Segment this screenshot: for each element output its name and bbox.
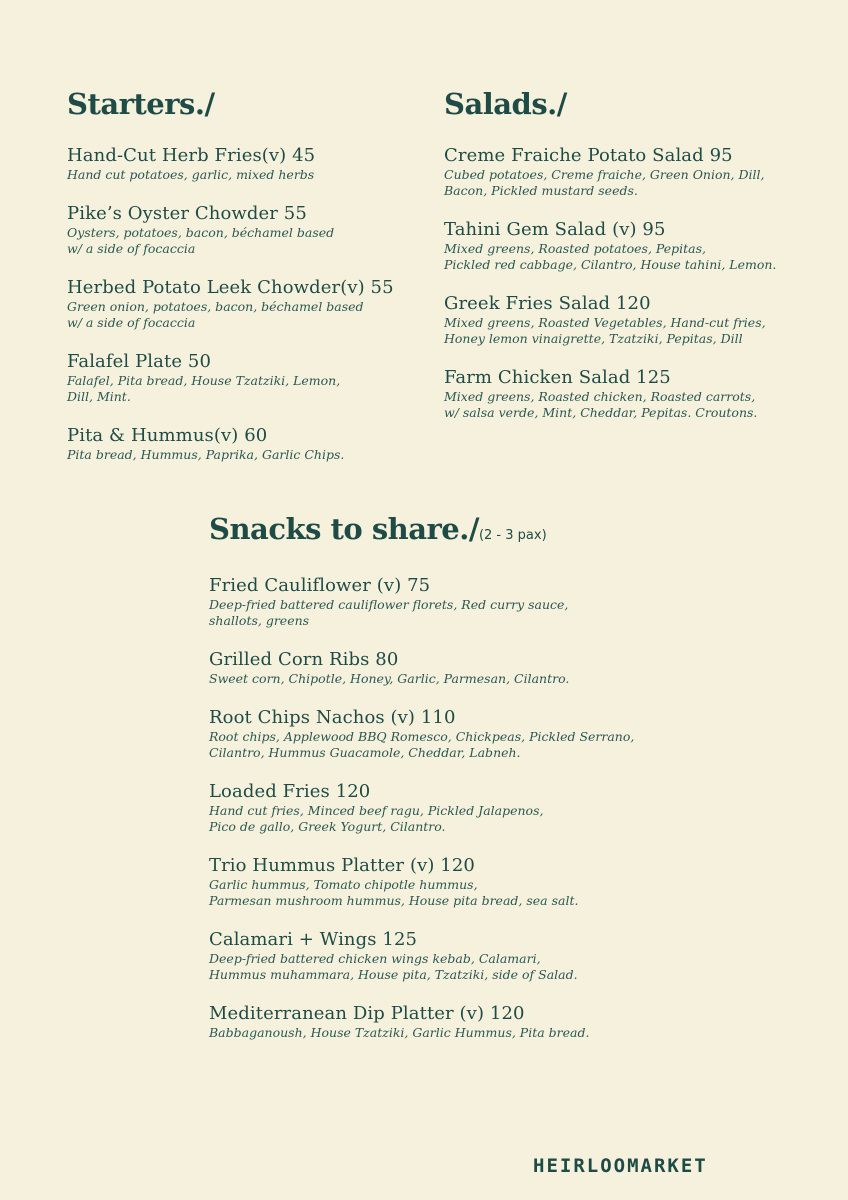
menu-item <box>209 1003 729 1041</box>
menu-item <box>209 649 729 687</box>
menu-item <box>444 367 824 421</box>
menu-item-name: Pike’s Oyster Chowder 55 <box>67 203 307 224</box>
menu-item-name: Loaded Fries 120 <box>209 781 371 802</box>
menu-item-description: Deep-fried battered cauliflower florets, Red curry sauce, shallots, greens <box>209 597 569 628</box>
menu-item <box>67 277 427 331</box>
salads-section <box>444 87 824 441</box>
snacks-title-text: Snacks to share./ <box>209 512 479 546</box>
brand-logo: HEIRLOOMARKET <box>533 1155 708 1177</box>
menu-item-description: Hand cut fries, Minced beef ragu, Pickled Jalapenos, Pico de gallo, Greek Yogurt, Cilantro. <box>209 803 544 834</box>
menu-item-name: Trio Hummus Platter (v) 120 <box>209 855 475 876</box>
menu-item-description: Pita bread, Hummus, Paprika, Garlic Chips. <box>67 447 345 462</box>
menu-item <box>209 855 729 909</box>
menu-item-description: Root chips, Applewood BBQ Romesco, Chickpeas, Pickled Serrano, Cilantro, Hummus Guacamole, Cheddar, Labneh. <box>209 729 635 760</box>
starters-section <box>67 87 427 483</box>
menu-item <box>67 425 427 463</box>
menu-item-name: Tahini Gem Salad (v) 95 <box>444 219 666 240</box>
snacks-serving-note: (2 - 3 pax) <box>478 528 547 543</box>
menu-item-name: Creme Fraiche Potato Salad 95 <box>444 145 733 166</box>
menu-item <box>209 707 729 761</box>
menu-item <box>67 203 427 257</box>
menu-item-description: Sweet corn, Chipotle, Honey, Garlic, Parmesan, Cilantro. <box>209 671 570 686</box>
menu-item-description: Garlic hummus, Tomato chipotle hummus, Parmesan mushroom hummus, House pita bread, sea salt. <box>209 877 579 908</box>
menu-item-name: Greek Fries Salad 120 <box>444 293 651 314</box>
menu-item-name: Calamari + Wings 125 <box>209 929 418 950</box>
menu-item <box>209 575 729 629</box>
menu-item-description: Falafel, Pita bread, House Tzatziki, Lemon, Dill, Mint. <box>67 373 341 404</box>
menu-item-name: Hand-Cut Herb Fries(v) 45 <box>67 145 316 166</box>
menu-item <box>444 145 824 199</box>
menu-item-name: Herbed Potato Leek Chowder(v) 55 <box>67 277 394 298</box>
menu-item <box>67 145 427 183</box>
menu-item-name: Pita & Hummus(v) 60 <box>67 425 268 446</box>
menu-item-name: Farm Chicken Salad 125 <box>444 367 671 388</box>
menu-item-name: Root Chips Nachos (v) 110 <box>209 707 456 728</box>
menu-item-description: Deep-fried battered chicken wings kebab, Calamari, Hummus muhammara, House pita, Tzatziki, side of Salad. <box>209 951 578 982</box>
menu-item-description: Hand cut potatoes, garlic, mixed herbs <box>67 167 315 182</box>
menu-item-name: Mediterranean Dip Platter (v) 120 <box>209 1003 525 1024</box>
menu-item-description: Cubed potatoes, Creme fraiche, Green Onion, Dill, Bacon, Pickled mustard seeds. <box>444 167 765 198</box>
snacks-section <box>209 512 729 1061</box>
menu-item <box>67 351 427 405</box>
menu-item-name: Fried Cauliflower (v) 75 <box>209 575 431 596</box>
salads-title: Salads./ <box>444 87 567 121</box>
menu-item-description: Green onion, potatoes, bacon, béchamel based w/ a side of focaccia <box>67 299 364 330</box>
menu-item-description: Mixed greens, Roasted potatoes, Pepitas, Pickled red cabbage, Cilantro, House tahini, Lemon. <box>444 241 777 272</box>
snacks-title <box>209 512 729 553</box>
menu-item <box>209 929 729 983</box>
menu-item-description: Mixed greens, Roasted Vegetables, Hand-cut fries, Honey lemon vinaigrette, Tzatziki, Pepitas, Dill <box>444 315 766 346</box>
menu-item-name: Falafel Plate 50 <box>67 351 211 372</box>
menu-item <box>444 293 824 347</box>
menu-item <box>444 219 824 273</box>
menu-item-description: Babbaganoush, House Tzatziki, Garlic Hummus, Pita bread. <box>209 1025 590 1040</box>
menu-item-description: Mixed greens, Roasted chicken, Roasted carrots, w/ salsa verde, Mint, Cheddar, Pepitas. Croutons. <box>444 389 758 420</box>
menu-item <box>209 781 729 835</box>
menu-item-description: Oysters, potatoes, bacon, béchamel based w/ a side of focaccia <box>67 225 335 256</box>
starters-title: Starters./ <box>67 87 215 121</box>
menu-item-name: Grilled Corn Ribs 80 <box>209 649 399 670</box>
